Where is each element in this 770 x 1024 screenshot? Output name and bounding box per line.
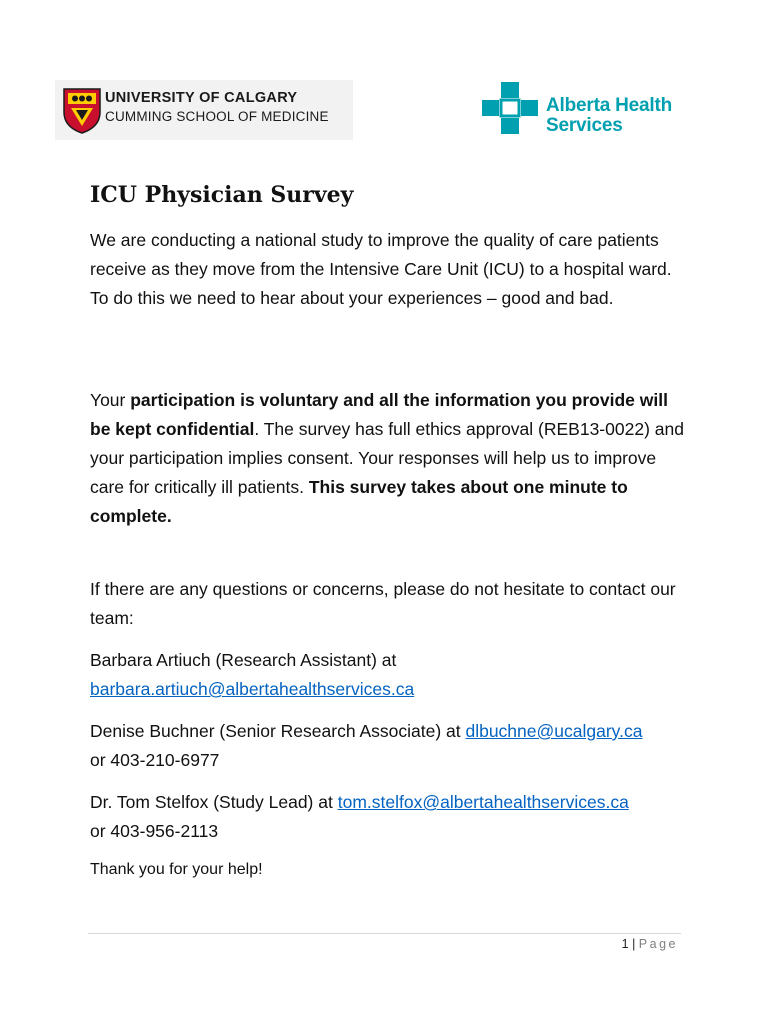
alberta-health-services-logo <box>482 82 682 136</box>
contact-email-link[interactable]: dlbuchne@ucalgary.ca <box>465 721 643 741</box>
contact-phone: or 403-956-2113 <box>90 821 219 841</box>
page-number: 1 <box>621 937 629 951</box>
footer-divider <box>88 933 681 934</box>
uc-crest-icon <box>61 86 103 134</box>
contact-phone: or 403-210-6977 <box>90 750 220 770</box>
contact-intro: If there are any questions or concerns, please do not hesitate to contact our team: <box>90 579 676 628</box>
contact-item <box>90 717 690 775</box>
voluntary-confidential-text: participation is voluntary and all the information you provide will be kept confidential <box>90 390 668 439</box>
survey-duration-text: This survey takes about one minute to complete. <box>90 477 628 526</box>
page-separator: | <box>628 937 639 951</box>
page-label: Page <box>638 937 678 951</box>
contact-email-link[interactable]: barbara.artiuch@albertahealthservices.ca <box>90 679 415 699</box>
participation-paragraph <box>90 386 690 531</box>
page-footer <box>622 937 678 951</box>
contact-email-link[interactable]: tom.stelfox@albertahealthservices.ca <box>337 792 629 812</box>
contact-name: Dr. Tom Stelfox (Study Lead) at <box>90 792 338 812</box>
ahs-name-line1: Alberta Health <box>546 95 673 116</box>
thank-you-text: Thank you for your help! <box>90 861 263 878</box>
ahs-cross-icon <box>482 82 538 134</box>
page-title: ICU Physician Survey <box>90 182 354 208</box>
uc-name: UNIVERSITY OF CALGARY <box>105 90 298 106</box>
university-of-calgary-logo <box>55 80 353 140</box>
uc-school: CUMMING SCHOOL OF MEDICINE <box>105 109 329 124</box>
contact-item <box>90 788 690 846</box>
intro-paragraph: We are conducting a national study to improve the quality of care patients receive as they move from the Intensive Care Unit (ICU) to a hospital ward. To do this we need to hear about your experiences – good and bad. <box>90 230 672 308</box>
participation-prefix: Your <box>90 390 131 410</box>
ahs-name-line2: Services <box>546 115 623 136</box>
ethics-approval-text: . The survey has full ethics approval (REB13-0022) and your participation implies consent. Your responses will help us to improve care for critically ill patients. <box>90 419 684 497</box>
contact-name: Denise Buchner (Senior Research Associate) at <box>90 721 466 741</box>
contact-item <box>90 646 690 704</box>
contact-name: Barbara Artiuch (Research Assistant) at <box>90 650 397 670</box>
